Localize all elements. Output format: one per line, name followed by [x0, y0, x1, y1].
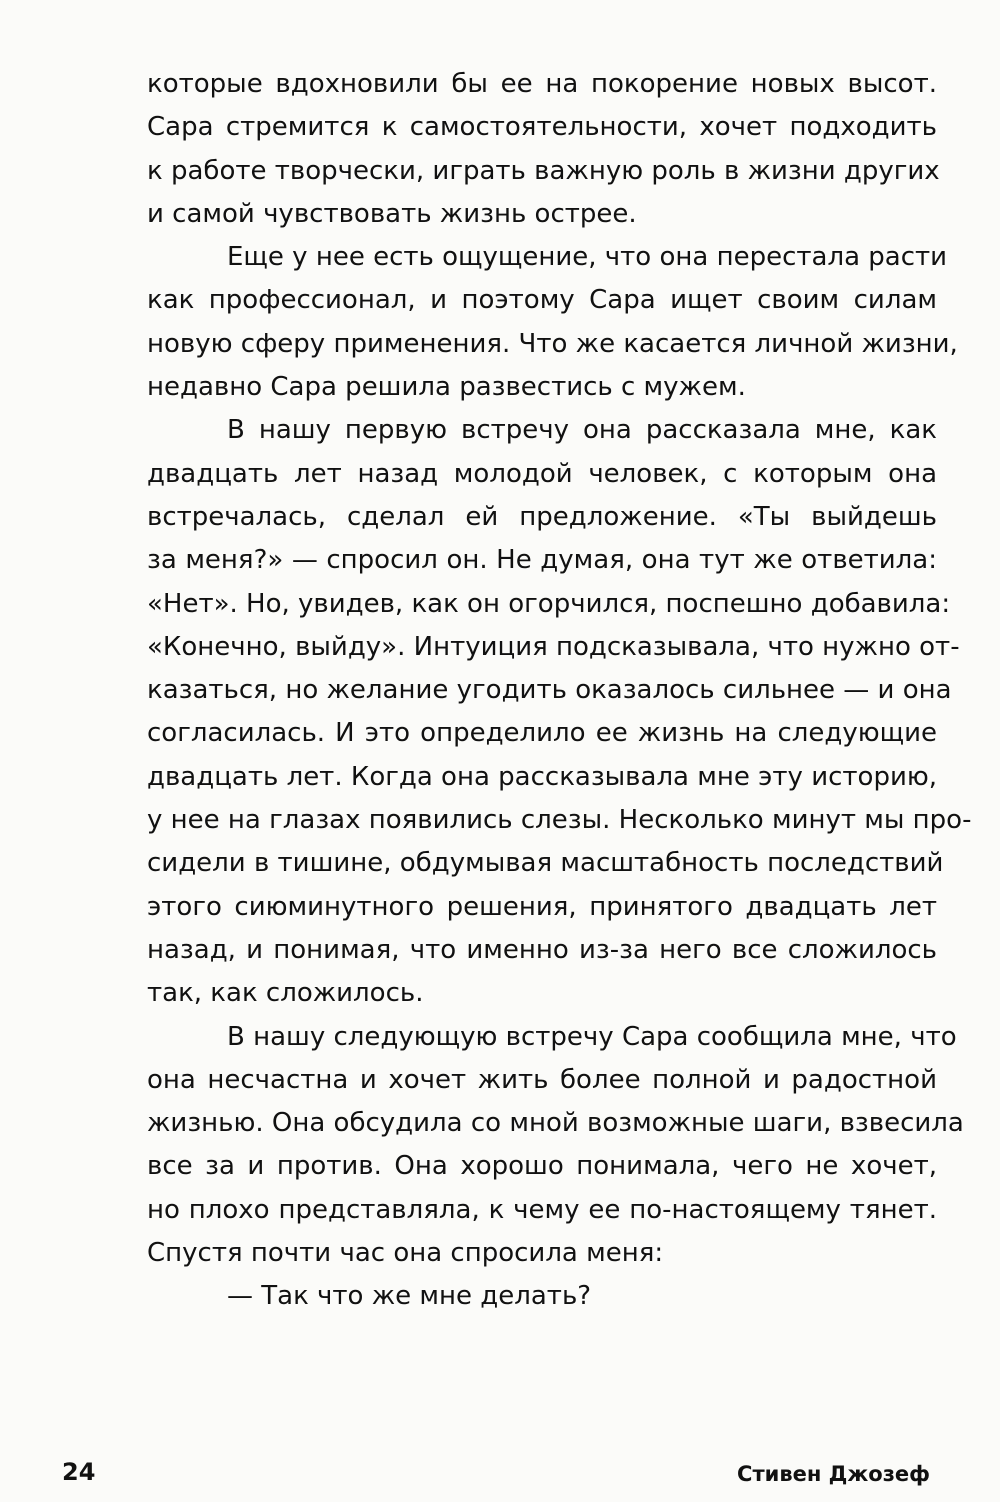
text-line: Сара стремится к самостоятельности, хочет подходить — [147, 112, 937, 143]
text-line: — Так что же мне делать? — [227, 1281, 592, 1312]
text-line: которые вдохновили бы ее на покорение новых высот. — [147, 69, 937, 99]
text-line: Спустя почти час она спросила меня: — [147, 1238, 664, 1269]
text-line: В нашу следующую встречу Сара сообщила мне, что — [227, 1021, 957, 1052]
page-number: 24 — [62, 1458, 96, 1486]
text-line: все за и против. Она хорошо понимала, чего не хочет, — [147, 1151, 937, 1182]
text-line: к работе творчески, играть важную роль в жизни других — [147, 155, 940, 186]
text-line: «Нет». Но, увидев, как он огорчился, поспешно добавила: — [147, 588, 951, 619]
running-footer-author: Стивен Джозеф — [737, 1462, 930, 1486]
text-line: согласилась. И это определило ее жизнь на следующие — [147, 718, 937, 749]
body-text — [147, 63, 972, 1319]
text-line: и самой чувствовать жизнь острее. — [147, 198, 637, 229]
text-line: она несчастна и хочет жить более полной и радостной — [147, 1064, 937, 1095]
text-line: жизнью. Она обсудила со мной возможные шаги, взвесила — [147, 1108, 964, 1139]
text-line: недавно Сара решила развестись с мужем. — [147, 372, 746, 403]
text-line: казаться, но желание угодить оказалось сильнее — и она — [147, 675, 952, 706]
text-line: этого сиюминутного решения, принятого двадцать лет — [147, 891, 937, 922]
text-line: Еще у нее есть ощущение, что она перестала расти — [227, 242, 948, 273]
text-line: как профессионал, и поэтому Сара ищет своим силам — [147, 285, 937, 316]
text-line: новую сферу применения. Что же касается личной жизни, — [147, 328, 958, 359]
text-line: но плохо представляла, к чему ее по-настоящему тянет. — [147, 1194, 937, 1225]
text-line: двадцать лет. Когда она рассказывала мне эту историю, — [147, 761, 937, 792]
text-line: назад, и понимая, что именно из-за него все сложилось — [147, 934, 937, 965]
text-line: двадцать лет назад молодой человек, с которым она — [147, 458, 937, 489]
text-line: за меня?» — спросил он. Не думая, она тут же ответила: — [147, 545, 937, 576]
text-line: у нее на глазах появились слезы. Несколько минут мы про- — [147, 805, 972, 836]
text-line: сидели в тишине, обдумывая масштабность последствий — [147, 848, 944, 879]
text-line: так, как сложилось. — [147, 978, 424, 1009]
text-line: «Конечно, выйду». Интуиция подсказывала, что нужно от- — [147, 631, 960, 662]
text-line: В нашу первую встречу она рассказала мне, как — [227, 415, 937, 446]
text-line: встречалась, сделал ей предложение. «Ты выйдешь — [147, 501, 937, 532]
